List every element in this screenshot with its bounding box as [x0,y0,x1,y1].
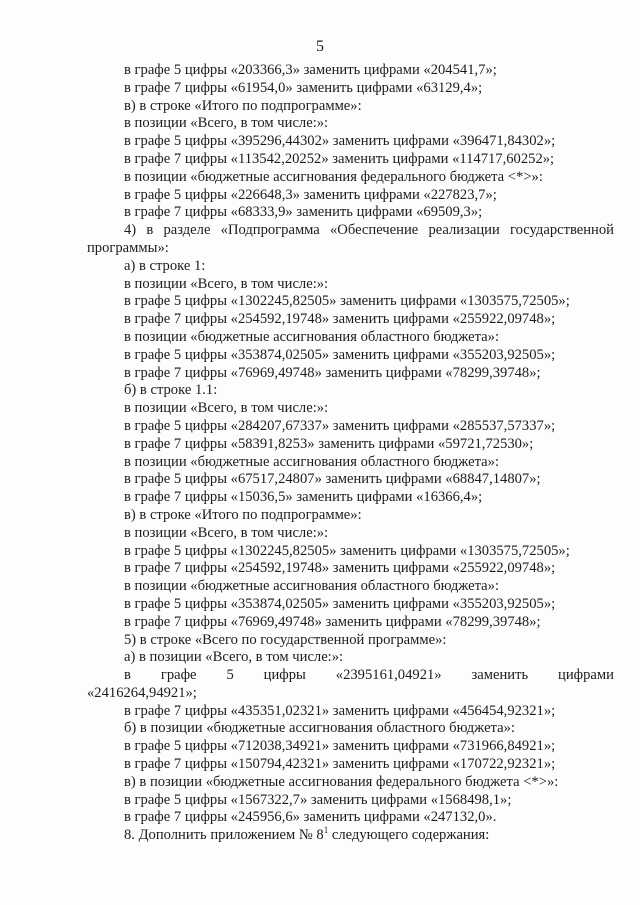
document-body [87,62,614,845]
text-line: в) в позиции «бюджетные ассигнования федерального бюджета <*>»: [124,773,559,790]
text-line: в позиции «бюджетные ассигнования областного бюджета»: [124,453,499,470]
text-line: в графе 5 цифры «1302245,82505» заменить цифрами «1303575,72505»; [124,293,570,310]
text-line: в позиции «бюджетные ассигнования областного бюджета»: [124,328,499,345]
text-line: в графе 7 цифры «76969,49748» заменить цифрами «78299,39748»; [124,364,541,381]
text-line: в графе 7 цифры «435351,02321» заменить цифрами «456454,92321»; [124,702,556,719]
superscript: 1 [323,825,329,836]
text-line: в графе 5 цифры «284207,67337» заменить цифрами «285537,57337»; [124,417,556,434]
text-line: «2416264,94921»; [87,684,197,701]
text-line: в графе 7 цифры «58391,8253» заменить цифрами «59721,72530»; [124,435,534,452]
text-line: в графе 5 цифры «712038,34921» заменить цифрами «731966,84921»; [124,738,556,755]
text-line: в графе 5 цифры «353874,02505» заменить цифрами «355203,92505»; [124,346,556,363]
text-line: в позиции «Всего, в том числе:»: [124,524,329,541]
text-line: в позиции «бюджетные ассигнования федерального бюджета <*>»: [124,168,543,185]
text-line: в графе 7 цифры «150794,42321» заменить цифрами «170722,92321»; [124,756,556,773]
text-line: в графе 7 цифры «15036,5» заменить цифрами «16366,4»; [124,489,483,506]
text-line: в позиции «Всего, в том числе:»: [124,275,329,292]
text-line: в графе 5 цифры «203366,3» заменить цифрами «204541,7»; [124,62,497,78]
text-line: а) в строке 1: [124,257,206,274]
text-line: в графе 7 цифры «113542,20252» заменить цифрами «114717,60252»; [124,150,555,167]
text-line: в графе 5 цифры «1567322,7» заменить цифрами «1568498,1»; [124,791,512,808]
text-line: в графе 5 цифры «67517,24807» заменить цифрами «68847,14807»; [124,471,541,488]
text-line: в) в строке «Итого по подпрограмме»: [124,506,362,523]
text-line: 5) в строке «Всего по государственной программе»: [124,631,447,648]
text-line: в графе 5 цифры «226648,3» заменить цифрами «227823,7»; [124,186,497,203]
text-line: б) в позиции «бюджетные ассигнования областного бюджета»: [124,720,515,737]
justified-text-line: в графе 5 цифры «2395161,04921» заменить цифрами [124,667,614,684]
text-line: в графе 7 цифры «245956,6» заменить цифрами «247132,0». [124,809,497,826]
text-line: в графе 7 цифры «68333,9» заменить цифрами «69509,3»; [124,204,483,221]
text-line: 8. Дополнить приложением № $8^1$ следующего содержания: [124,825,490,844]
page-number: 5 [316,38,324,55]
text-line: а) в позиции «Всего, в том числе:»: [124,649,344,666]
text-line: в позиции «Всего, в том числе:»: [124,115,329,132]
text-line: в позиции «Всего, в том числе:»: [124,400,329,417]
text-line: в) в строке «Итого по подпрограмме»: [124,97,362,114]
text-line: в графе 7 цифры «76969,49748» заменить цифрами «78299,39748»; [124,613,541,630]
text-line: в графе 5 цифры «1302245,82505» заменить цифрами «1303575,72505»; [124,542,570,559]
text-line: б) в строке 1.1: [124,382,218,399]
text-line: в позиции «бюджетные ассигнования областного бюджета»: [124,578,499,595]
text-line: в графе 7 цифры «61954,0» заменить цифрами «63129,4»; [124,79,483,96]
section-heading-line: 4) в разделе «Подпрограмма «Обеспечение реализации государственной [124,222,614,239]
text-line: в графе 7 цифры «254592,19748» заменить цифрами «255922,09748»; [124,311,556,328]
text-line: программы»: [87,239,169,256]
text-line: в графе 5 цифры «353874,02505» заменить цифрами «355203,92505»; [124,595,556,612]
text-line: в графе 7 цифры «254592,19748» заменить цифрами «255922,09748»; [124,560,556,577]
text-line: в графе 5 цифры «395296,44302» заменить цифрами «396471,84302»; [124,133,556,150]
